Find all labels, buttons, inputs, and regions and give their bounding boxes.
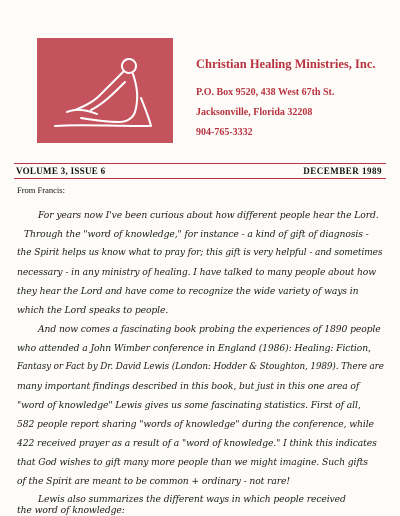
letter-line: the word of knowledge: — [17, 505, 125, 516]
salutation: From Francis: — [17, 185, 65, 195]
letter-line: For years now I've been curious about how different people hear the Lord. — [38, 210, 379, 221]
letter-line: who attended a John Wimber conference in England (1986): Healing: Fiction, — [17, 343, 371, 354]
letter-line: Through the "word of knowledge," for instance - a kind of gift of diagnosis - — [24, 229, 369, 240]
issue-date: DECEMBER 1989 — [303, 166, 382, 176]
letter-line: 582 people report sharing "words of knowledge" during the conference, while — [17, 419, 374, 430]
letter-line: Fantasy or Fact by Dr. David Lewis (London: Hodder & Stoughton, 1989). There are — [17, 362, 384, 372]
ministry-logo — [37, 38, 173, 143]
letter-line: the Spirit helps us know what to pray for; this gift is very helpful - and sometimes — [17, 248, 383, 258]
letter-line: which the Lord speaks to people. — [17, 305, 169, 316]
letter-line: many important findings described in this book, but just in this one area of — [17, 381, 360, 392]
address-line-2: Jacksonville, Florida 32208 — [196, 107, 313, 118]
letter-line: necessary - in any ministry of healing. I have talked to many people about how — [17, 267, 376, 278]
letter-line: "word of knowledge" Lewis gives us some fascinating statistics. First of all, — [17, 400, 361, 411]
letter-line: that God wishes to gift many more people than we might imagine. Such gifts — [17, 457, 368, 468]
header-rule-bottom — [14, 178, 386, 179]
phone-number: 904-765-3332 — [196, 127, 253, 138]
letter-line: they hear the Lord and have come to recognize the wide variety of ways in — [17, 286, 359, 297]
header-rule-top — [14, 163, 386, 164]
letter-line: And now comes a fascinating book probing the experiences of 1890 people — [38, 324, 381, 335]
kneeling-figure-icon — [37, 38, 173, 143]
volume-issue: VOLUME 3, ISSUE 6 — [16, 166, 106, 176]
org-name: Christian Healing Ministries, Inc. — [196, 57, 376, 71]
letter-line: 422 received prayer as a result of a "word of knowledge." I think this indicates — [17, 438, 377, 449]
letter-line: of the Spirit are meant to be common + ordinary - not rare! — [17, 476, 290, 487]
letter-line: Lewis also summarizes the different ways in which people received — [38, 494, 346, 505]
address-line-1: P.O. Box 9520, 438 West 67th St. — [196, 87, 335, 98]
